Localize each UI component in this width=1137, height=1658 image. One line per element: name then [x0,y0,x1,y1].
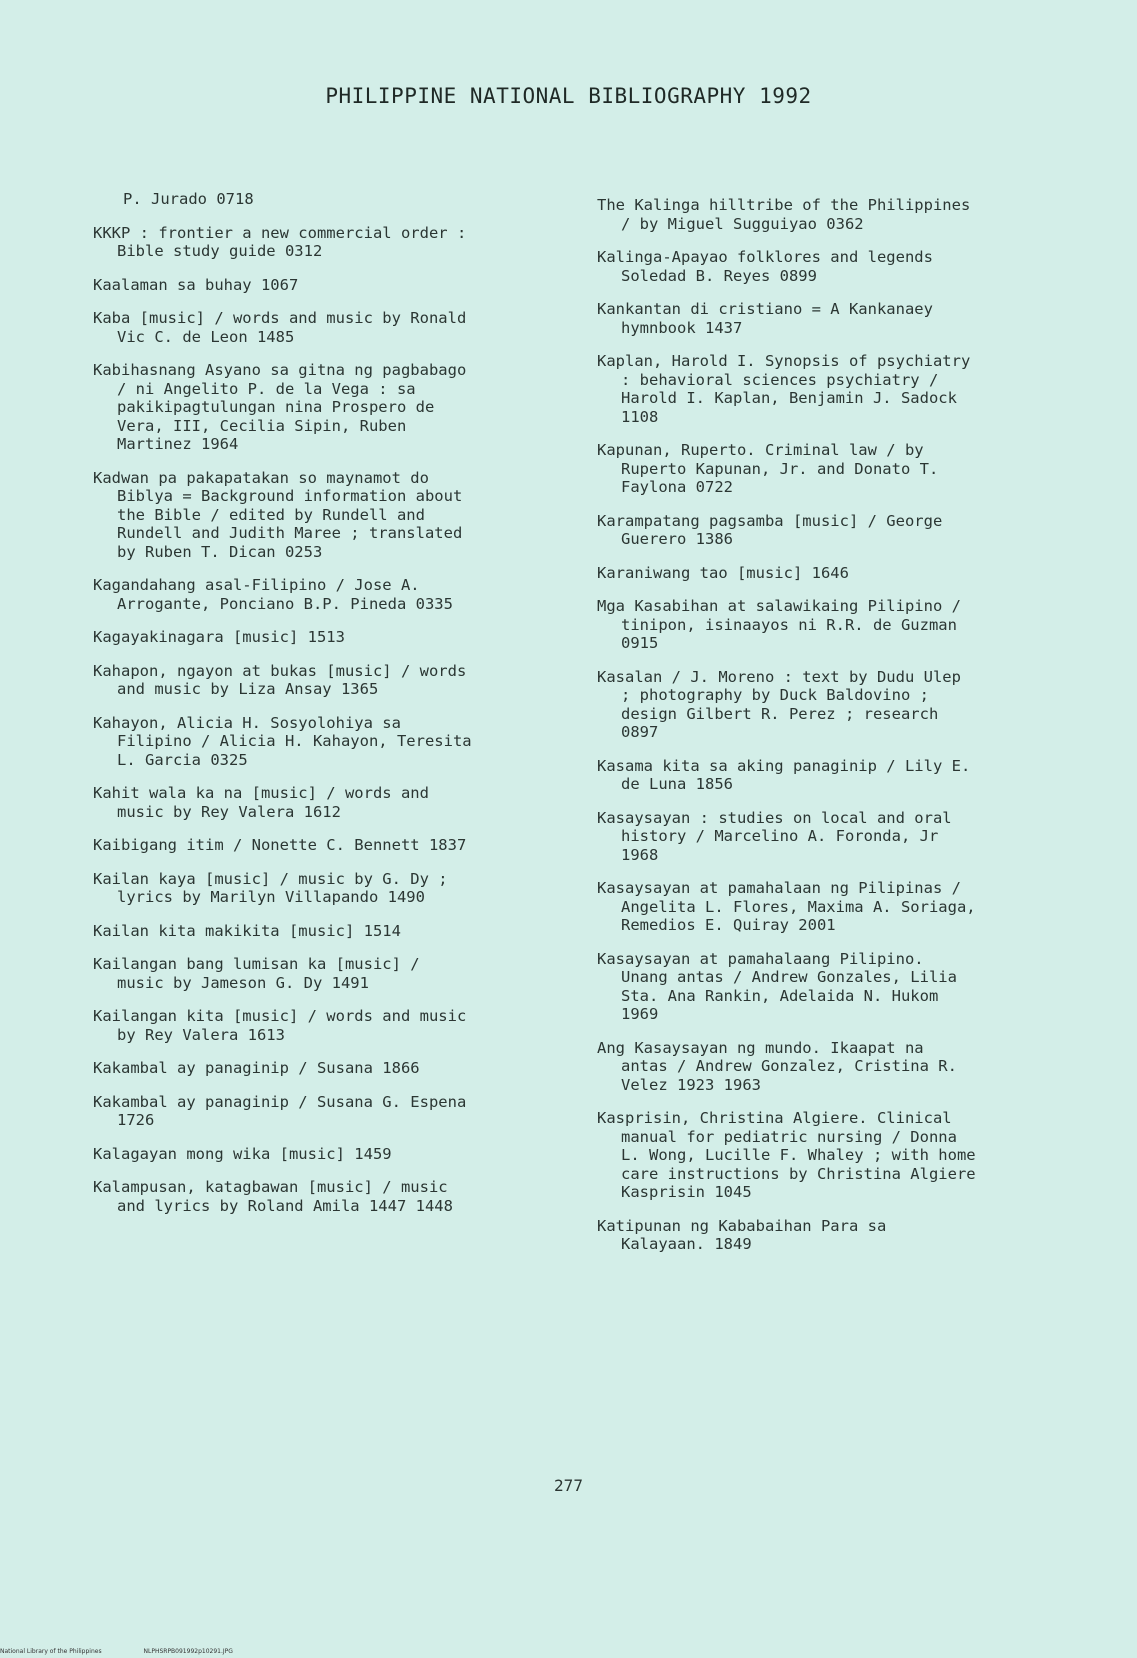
bibliography-entry: Kabihasnang Asyano sa gitna ng pagbabago / ni Angelito P. de la Vega : sa pakikipagtulungan nina Prospero de Vera, III, Cecilia Sipin, Ruben Martinez 1964 [93,361,467,453]
bibliography-entry: Mga Kasabihan at salawikaing Pilipino / tinipon, isinaayos ni R.R. de Guzman 0915 [597,597,961,652]
bibliography-entry: Kahapon, ngayon at bukas [music] / words and music by Liza Ansay 1365 [93,661,467,698]
bibliography-entry: Kahit wala ka na [music] / words and music by Rey Valera 1612 [93,784,429,821]
bibliography-entry: KKKP : frontier a new commercial order : Bible study guide 0312 [93,223,467,260]
bibliography-entry: Kalinga-Apayao folklores and legends Soledad B. Reyes 0899 [597,248,933,285]
bibliography-entry: Kalagayan mong wika [music] 1459 [93,1144,392,1163]
bibliography-entry: Kakambal ay panaginip / Susana 1866 [93,1059,420,1077]
bibliography-entry: P. Jurado 0718 [123,190,254,208]
page-number: 277 [554,1476,583,1495]
bibliography-entry: Kaplan, Harold I. Synopsis of psychiatry : behavioral sciences psychiatry / Harold I. Kaplan, Benjamin J. Sadock 1108 [597,352,971,426]
bibliography-entry: Kasaysayan at pamahalaan ng Pilipinas / Angelita L. Flores, Maxima A. Soriaga, Remedios E. Quiray 2001 [597,879,976,934]
bibliography-entry: Kagandahang asal-Filipino / Jose A. Arrogante, Ponciano B.P. Pineda 0335 [93,576,453,613]
bibliography-entry: Karaniwang tao [music] 1646 [597,563,849,582]
bibliography-entry: Kahayon, Alicia H. Sosyolohiya sa Filipino / Alicia H. Kahayon, Teresita L. Garcia 0325 [93,713,472,769]
bibliography-entry: Kasaysayan : studies on local and oral history / Marcelino A. Foronda, Jr 1968 [597,808,952,864]
right-column [597,196,1072,1269]
bibliography-entry: Kailangan bang lumisan ka [music] / music by Jameson G. Dy 1491 [93,955,420,992]
bibliography-entry: Kailangan kita [music] / words and music by Rey Valera 1613 [93,1007,467,1044]
bibliography-entry: Kagayakinagara [music] 1513 [93,628,345,646]
bibliography-entry: Karampatang pagsamba [music] / George Guerero 1386 [597,511,943,548]
bibliography-entry: Kaba [music] / words and music by Ronald Vic C. de Leon 1485 [93,309,467,346]
footer-library: National Library of the Philippines [0,1648,102,1655]
bibliography-entry: Kasaysayan at pamahalaang Pilipino. Unang antas / Andrew Gonzales, Lilia Sta. Ana Rankin, Adelaida N. Hukom 1969 [597,949,957,1023]
bibliography-entry: Kasalan / J. Moreno : text by Dudu Ulep ; photography by Duck Baldovino ; design Gilbert R. Perez ; research 0897 [597,667,961,741]
bibliography-entry: Kailan kita makikita [music] 1514 [93,921,401,940]
bibliography-entry: Kaalaman sa buhay 1067 [93,275,299,294]
bibliography-entry: Kailan kaya [music] / music by G. Dy ; lyrics by Marilyn Villapando 1490 [93,869,448,906]
bibliography-entry: Kakambal ay panaginip / Susana G. Espena 1726 [93,1092,467,1129]
bibliography-entry: Kapunan, Ruperto. Criminal law / by Ruperto Kapunan, Jr. and Donato T. Faylona 0722 [597,441,939,496]
bibliography-entry: Ang Kasaysayan ng mundo. Ikaapat na antas / Andrew Gonzalez, Cristina R. Velez 1923 1963 [597,1038,957,1094]
bibliography-entry: Kasprisin, Christina Algiere. Clinical manual for pediatric nursing / Donna L. Wong, Lucille F. Whaley ; with home care instructions by Christina Algiere Kasprisin 1045 [597,1109,976,1201]
bibliography-entry: Kadwan pa pakapatakan so maynamot do Biblya = Background information about the Bible / edited by Rundell and Rundell and Judith Maree ; translated by Ruben T. Dican 0253 [93,468,463,561]
scan-footer [0,1648,273,1655]
bibliography-entry: Kaibigang itim / Nonette C. Bennett 1837 [93,836,467,854]
bibliography-entry: Katipunan ng Kababaihan Para sa Kalayaan. 1849 [597,1216,887,1253]
bibliography-entry: Kasama kita sa aking panaginip / Lily E. de Luna 1856 [597,756,971,793]
footer-file: NLPHSRPB091992p10291.JPG [143,1648,233,1655]
left-column [93,190,563,1230]
page-title: PHILIPPINE NATIONAL BIBLIOGRAPHY 1992 [325,84,812,108]
bibliography-entry: Kalampusan, katagbawan [music] / music and lyrics by Roland Amila 1447 1448 [93,1178,453,1215]
bibliography-entry: Kankantan di cristiano = A Kankanaey hymnbook 1437 [597,300,933,337]
bibliography-entry: The Kalinga hilltribe of the Philippines / by Miguel Sugguiyao 0362 [597,196,971,233]
